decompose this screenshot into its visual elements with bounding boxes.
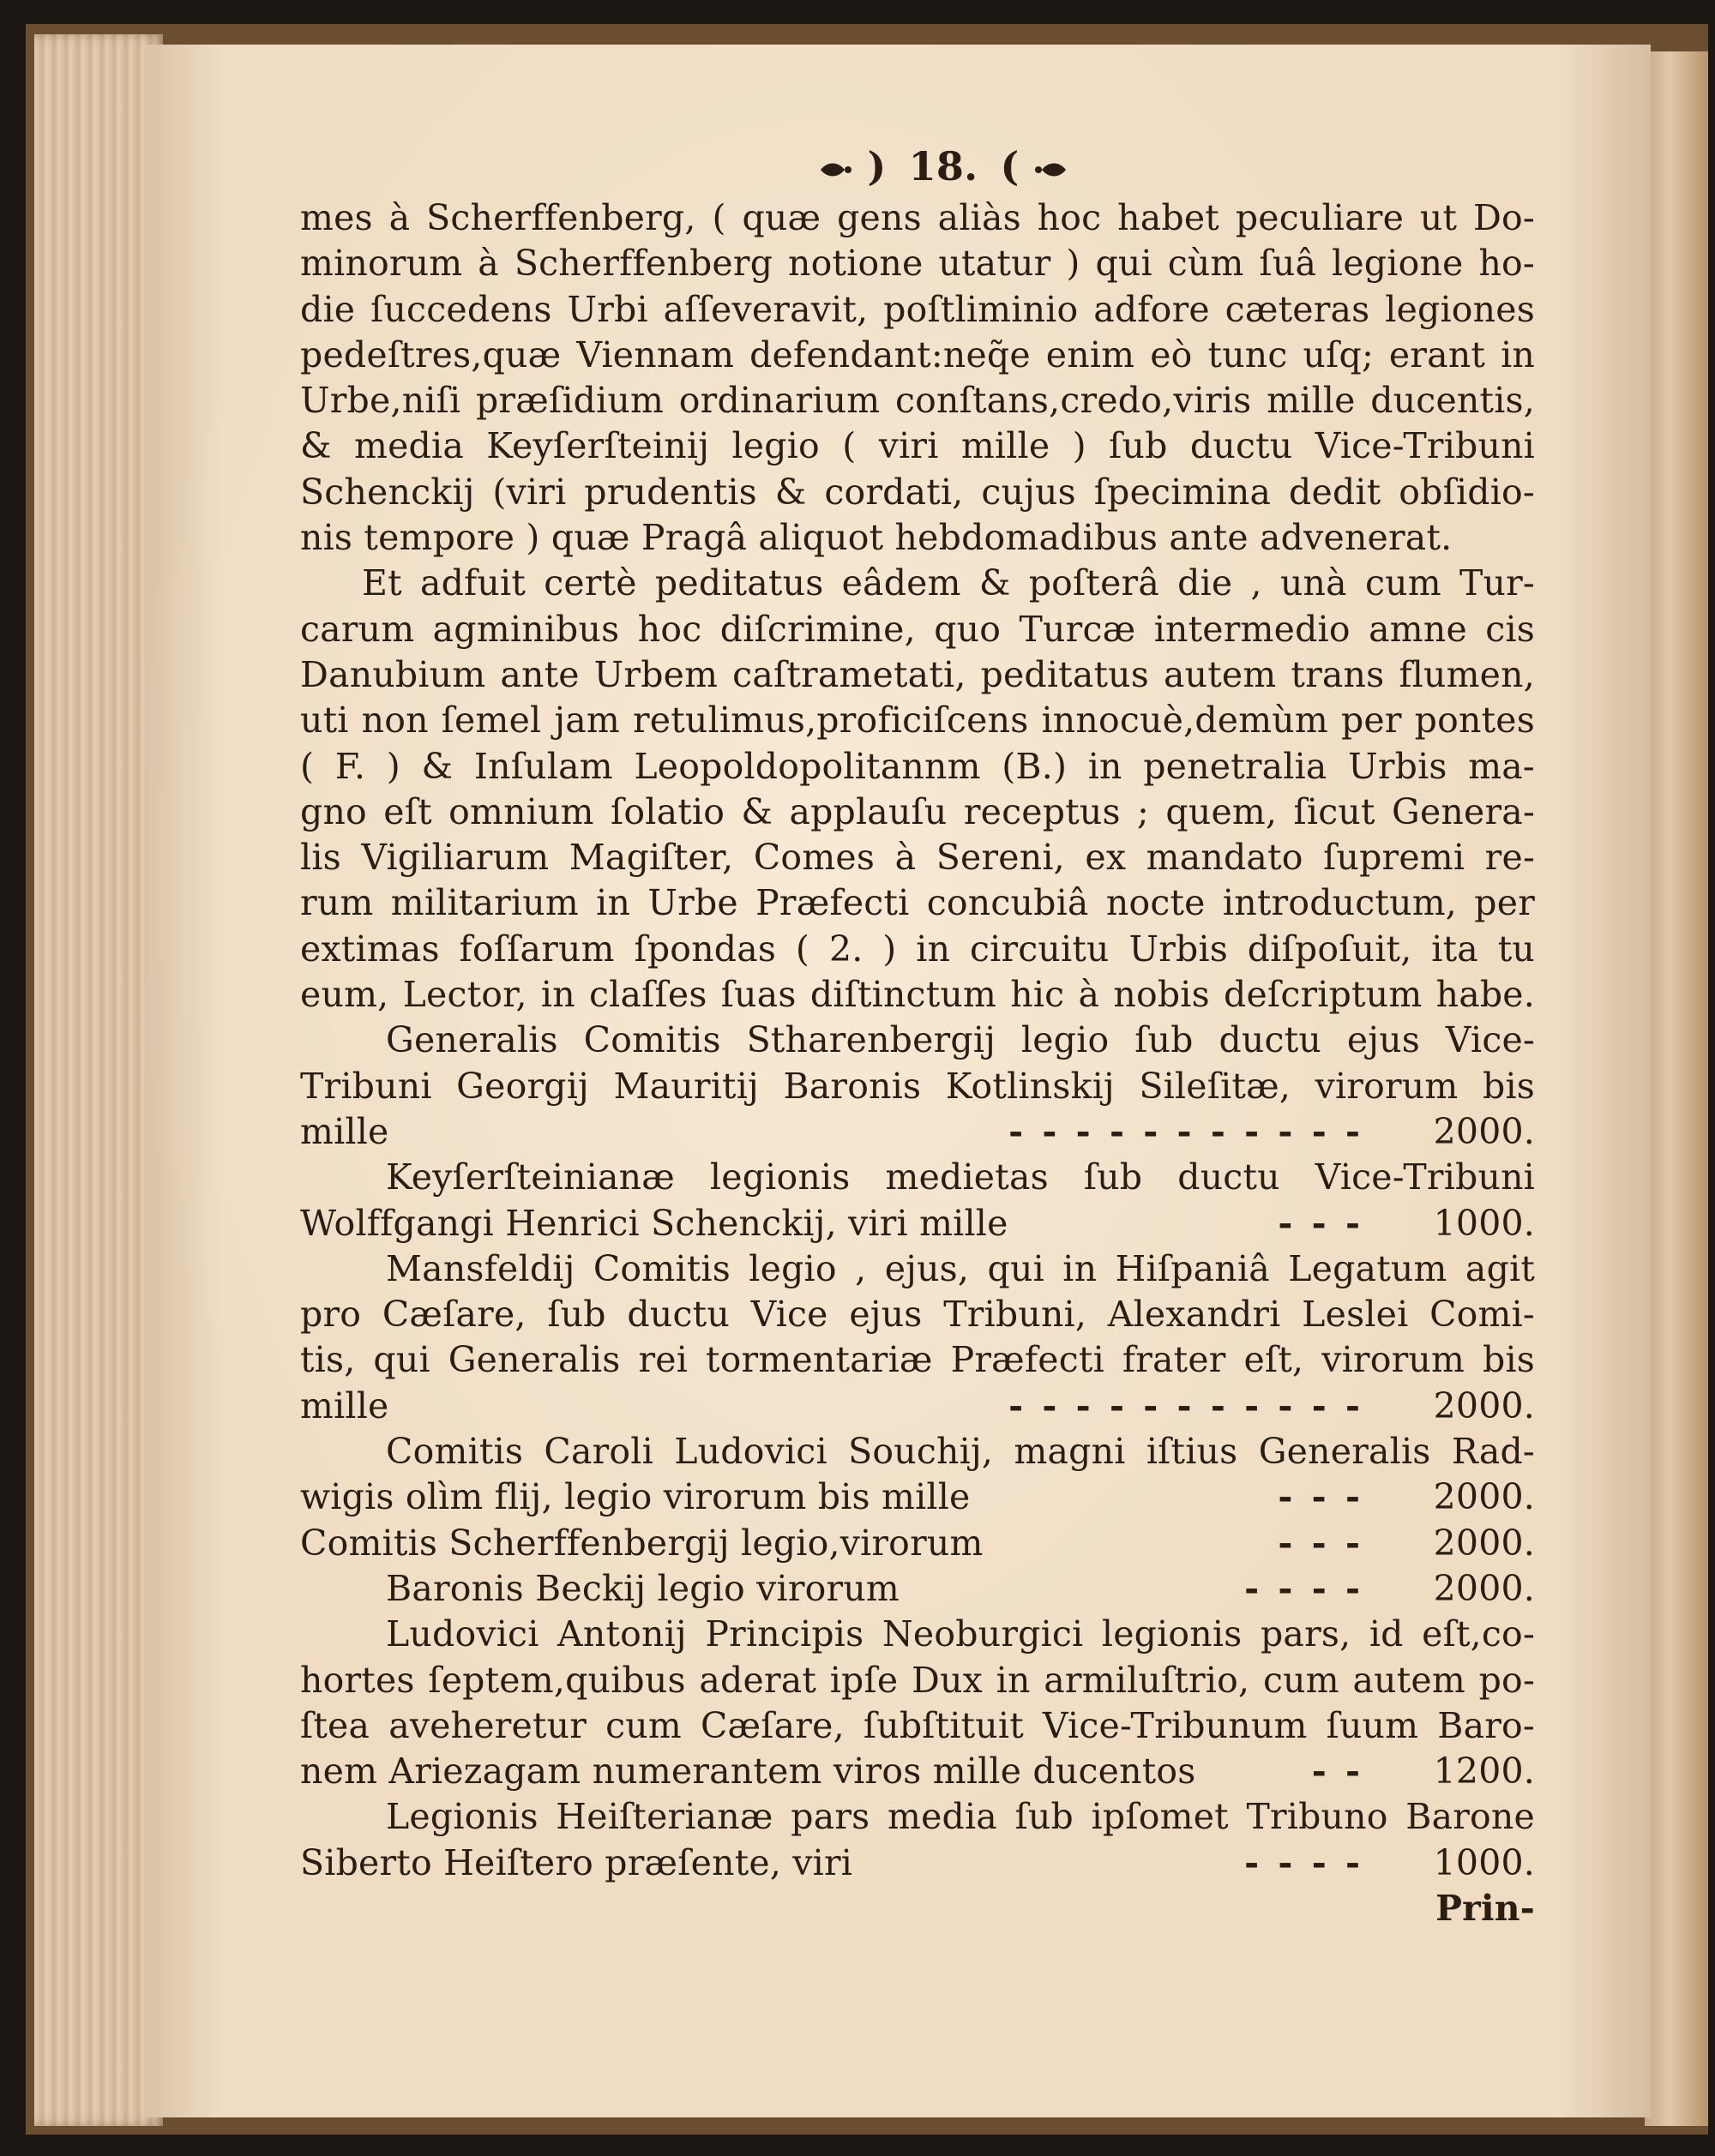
text-line: carum agminibus hoc diſcrimine, quo Turcæ intermedio amne cis bbox=[300, 608, 1535, 650]
page-header bbox=[352, 137, 1535, 195]
entry-total-line bbox=[300, 1521, 1535, 1566]
text-line: Tribuni Georgij Mauritij Baronis Kotlinskij Sileſitæ, virorum bis bbox=[300, 1065, 1535, 1107]
troop-count: 1200. bbox=[1433, 1751, 1535, 1793]
entry-label: Comitis Scherffenbergij legio,virorum bbox=[300, 1522, 984, 1564]
entry-label: mille bbox=[300, 1110, 389, 1152]
entry-label: Wolffgangi Henrici Schenckij, viri mille bbox=[300, 1202, 1008, 1244]
text-line: Danubium ante Urbem caſtrametati, peditatus autem trans flumen, bbox=[300, 653, 1535, 695]
text-line: pedeſtres,quæ Viennam defendant:neq̃e enim eò tunc uſq; erant in bbox=[300, 333, 1535, 375]
text-line: Ludovici Antonij Principis Neoburgici legionis pars, id eſt,co- bbox=[386, 1613, 1535, 1655]
entry-total-line bbox=[300, 1841, 1535, 1886]
text-line: Generalis Comitis Stharenbergij legio ſub ductu ejus Vice- bbox=[386, 1019, 1535, 1061]
entry-total-line bbox=[300, 1201, 1535, 1246]
text-line: pro Cæſare, ſub ductu Vice ejus Tribuni, Alexandri Leslei Comi- bbox=[300, 1294, 1535, 1336]
facing-page-edge bbox=[1645, 51, 1708, 2126]
text-line: Comitis Caroli Ludovici Souchij, magni iſtius Generalis Rad- bbox=[386, 1431, 1535, 1473]
text-line: lis Vigiliarum Magiſter, Comes à Sereni, ex mandato ſupremi re- bbox=[300, 837, 1535, 879]
leader-dashes: - - - - - - - - - - - bbox=[1008, 1110, 1363, 1152]
troop-count: 2000. bbox=[1433, 1522, 1535, 1564]
leader-dashes: - - - - bbox=[1244, 1567, 1363, 1609]
text-line: ( F. ) & Inſulam Leopoldopolitannm (B.) in penetralia Urbis ma- bbox=[300, 745, 1535, 787]
entry-total-line bbox=[300, 1749, 1535, 1794]
page-text bbox=[300, 137, 1535, 1931]
text-line: die ſuccedens Urbi aſſeveravit, poſtliminio adfore cæteras legiones bbox=[300, 288, 1535, 330]
text-line: mes à Scherffenberg, ( quæ gens aliàs hoc habet peculiare ut Do- bbox=[300, 197, 1535, 238]
text-line: Mansfeldij Comitis legio , ejus, qui in Hiſpaniâ Legatum agit bbox=[386, 1247, 1535, 1289]
regiment-entry bbox=[300, 1794, 1535, 1886]
text-line: tis, qui Generalis rei tormentariæ Præfecti frater eſt, virorum bis bbox=[300, 1339, 1535, 1381]
stacked-page-edges bbox=[34, 34, 163, 2126]
entry-label: nem Ariezagam numerantem viros mille ducentos bbox=[300, 1751, 1196, 1793]
text-line: Keyſerſteinianæ legionis medietas ſub ductu Vice-Tribuni bbox=[386, 1156, 1535, 1198]
text-line: Urbe,niſi præſidium ordinarium conſtans,credo,viris mille ducentis, bbox=[300, 380, 1535, 422]
text-line: nis tempore ) quæ Pragâ aliquot hebdomadibus ante advenerat. bbox=[300, 517, 1453, 559]
ornament-right-icon bbox=[1033, 159, 1068, 180]
regiment-entry bbox=[300, 1566, 1535, 1612]
text-line: Schenckij (viri prudentis & cordati, cujus ſpecimina dedit obſidio- bbox=[300, 471, 1535, 513]
text-line: Legionis Heiſterianæ pars media ſub ipſomet Tribuno Barone bbox=[386, 1796, 1535, 1838]
text-line: eum, Lector, in claſſes ſuas diſtinctum hic à nobis deſcriptum habe. bbox=[300, 974, 1535, 1016]
regiment-entry bbox=[300, 1521, 1535, 1566]
troop-count: 2000. bbox=[1433, 1567, 1535, 1609]
leader-dashes: - - - - bbox=[1244, 1841, 1363, 1883]
catchword: Prin- bbox=[1435, 1887, 1535, 1929]
text-line: extimas foſſarum ſpondas ( 2. ) in circuitu Urbis diſpoſuit, ita tu bbox=[300, 928, 1535, 970]
entry-total-line bbox=[300, 1109, 1535, 1155]
entry-total-line bbox=[300, 1566, 1535, 1612]
regiment-entry bbox=[300, 1429, 1535, 1521]
paragraph-2 bbox=[300, 561, 1535, 1018]
entry-label: wigis olìm flij, legio virorum bis mille bbox=[300, 1476, 971, 1518]
text-line: hortes ſeptem,quibus aderat ipſe Dux in armiluſtrio, cum autem po- bbox=[300, 1659, 1535, 1701]
ornament-left-icon bbox=[819, 159, 853, 180]
header-paren-right: ( bbox=[1000, 143, 1020, 189]
troop-count: 2000. bbox=[1433, 1110, 1535, 1152]
text-line: gno eſt omnium ſolatio & applauſu receptus ; quem, ſicut Genera- bbox=[300, 790, 1535, 832]
leader-dashes: - - - bbox=[1278, 1522, 1363, 1564]
regiment-entry bbox=[300, 1155, 1535, 1246]
entry-total-line bbox=[300, 1384, 1535, 1429]
text-line: & media Keyſerſteinij legio ( viri mille ) ſub ductu Vice-Tribuni bbox=[300, 425, 1535, 467]
troop-count: 1000. bbox=[1433, 1841, 1535, 1883]
header-paren-left: ) bbox=[867, 143, 887, 189]
leader-dashes: - - - - - - - - - - - bbox=[1008, 1384, 1363, 1426]
entry-total-line bbox=[300, 1474, 1535, 1520]
regiment-entry bbox=[300, 1246, 1535, 1429]
regiment-entry bbox=[300, 1018, 1535, 1155]
page-number: 18. bbox=[908, 143, 978, 189]
text-line: uti non ſemel jam retulimus,proficiſcens innocuè,demùm per pontes bbox=[300, 700, 1535, 742]
entry-label: Baronis Beckij legio virorum bbox=[386, 1567, 900, 1609]
regiment-entry bbox=[300, 1612, 1535, 1794]
entry-label: mille bbox=[300, 1384, 389, 1426]
text-line: rum militarium in Urbe Præfecti concubiâ nocte introductum, per bbox=[300, 882, 1535, 924]
text-line: ſtea aveheretur cum Cæſare, ſubſtituit Vice-Tribunum ſuum Baro- bbox=[300, 1704, 1535, 1746]
text-line: minorum à Scherffenberg notione utatur ) qui cùm ſuâ legione ho- bbox=[300, 243, 1535, 285]
text-line: Et adfuit certè peditatus eâdem & poſterâ die , unà cum Tur- bbox=[362, 562, 1535, 604]
paragraph-1 bbox=[300, 195, 1535, 561]
troop-count: 2000. bbox=[1433, 1384, 1535, 1426]
troop-count: 2000. bbox=[1433, 1476, 1535, 1518]
troop-count: 1000. bbox=[1433, 1202, 1535, 1244]
leader-dashes: - - bbox=[1311, 1751, 1363, 1793]
leader-dashes: - - - bbox=[1278, 1476, 1363, 1518]
entry-label: Siberto Heiſtero præſente, viri bbox=[300, 1841, 853, 1883]
leader-dashes: - - - bbox=[1278, 1202, 1363, 1244]
